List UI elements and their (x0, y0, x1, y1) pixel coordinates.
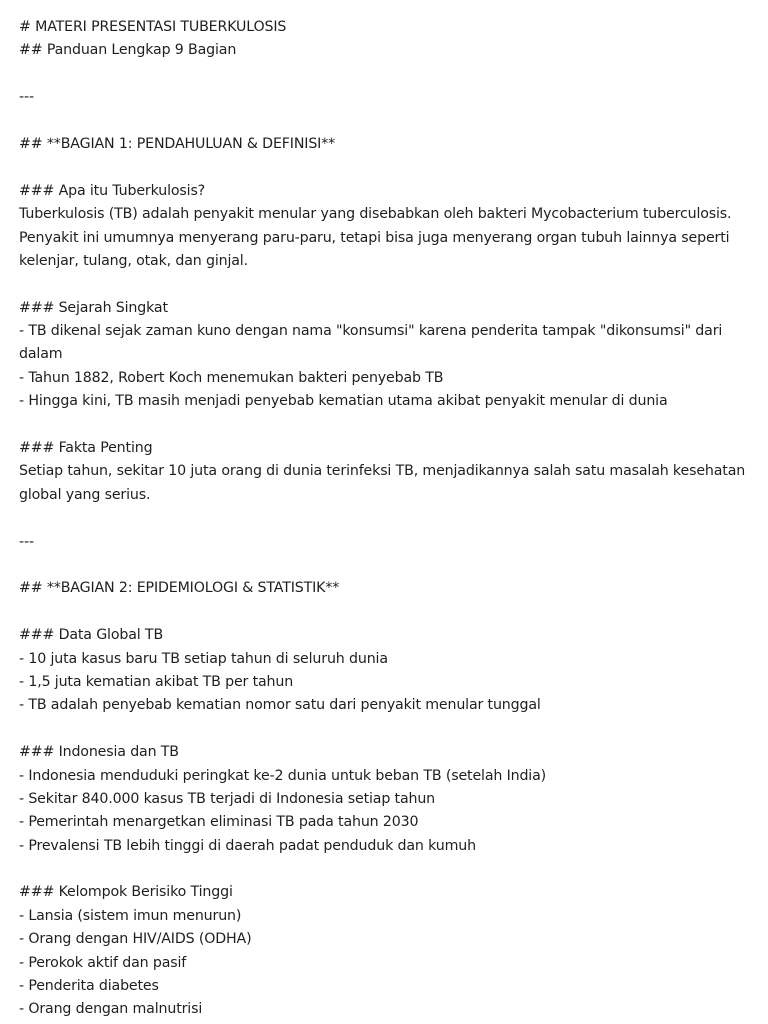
blank-line (19, 110, 749, 133)
subheading-apa-itu: ### Apa itu Tuberkulosis? (19, 182, 206, 199)
separator: --- (19, 89, 34, 106)
list-item: - TB dikenal sejak zaman kuno dengan nama "konsumsi" karena penderita tampak "dikonsumsi" dari (19, 323, 723, 340)
subheading-data-global: ### Data Global TB (19, 627, 164, 644)
list-item: - 10 juta kasus baru TB setiap tahun di seluruh dunia (19, 650, 388, 667)
list-item: - Penderita diabetes (19, 978, 159, 995)
paragraph-line: Setiap tahun, sekitar 10 juta orang di dunia terinfeksi TB, menjadikannya salah satu masalah kesehatan (19, 463, 746, 480)
list-item-continuation: dalam (19, 346, 63, 363)
subheading-kelompok: ### Kelompok Berisiko Tinggi (19, 884, 233, 901)
subheading-sejarah: ### Sejarah Singkat (19, 299, 168, 316)
separator: --- (19, 533, 34, 550)
blank-line (19, 507, 749, 530)
list-item: - TB adalah penyebab kematian nomor satu dari penyakit menular tunggal (19, 697, 541, 714)
doc-subtitle: ## Panduan Lengkap 9 Bagian (19, 42, 237, 59)
list-item: - Sekitar 840.000 kasus TB terjadi di Indonesia setiap tahun (19, 790, 436, 807)
blank-line (19, 273, 749, 296)
section-heading-2: ## **BAGIAN 2: EPIDEMIOLOGI & STATISTIK** (19, 580, 340, 597)
paragraph-line: global yang serius. (19, 486, 151, 503)
list-item: - Orang dengan malnutrisi (19, 1001, 203, 1018)
list-item: - Tahun 1882, Robert Koch menemukan bakteri penyebab TB (19, 369, 444, 386)
blank-line (19, 554, 749, 577)
blank-line (19, 601, 749, 624)
blank-line (19, 414, 749, 437)
doc-title: # MATERI PRESENTASI TUBERKULOSIS (19, 19, 287, 35)
list-item: - Lansia (sistem imun menurun) (19, 907, 242, 924)
paragraph-line: Penyakit ini umumnya menyerang paru-paru, tetapi bisa juga menyerang organ tubuh lainnya seperti (19, 229, 730, 246)
subheading-fakta: ### Fakta Penting (19, 440, 153, 457)
blank-line (19, 156, 749, 179)
list-item: - Perokok aktif dan pasif (19, 954, 187, 971)
list-item: - Orang dengan HIV/AIDS (ODHA) (19, 931, 252, 948)
list-item: - Prevalensi TB lebih tinggi di daerah padat penduduk dan kumuh (19, 837, 476, 854)
blank-line (19, 63, 749, 86)
blank-line (19, 858, 749, 881)
list-item: - Pemerintah menargetkan eliminasi TB pada tahun 2030 (19, 814, 419, 831)
list-item: - Hingga kini, TB masih menjadi penyebab kematian utama akibat penyakit menular di dunia (19, 393, 668, 410)
list-item: - Indonesia menduduki peringkat ke-2 dunia untuk beban TB (setelah India) (19, 767, 547, 784)
blank-line (19, 718, 749, 741)
list-item: - 1,5 juta kematian akibat TB per tahun (19, 673, 294, 690)
paragraph-line: kelenjar, tulang, otak, dan ginjal. (19, 252, 248, 269)
subheading-indonesia: ### Indonesia dan TB (19, 744, 179, 761)
section-heading-1: ## **BAGIAN 1: PENDAHULUAN & DEFINISI** (19, 135, 336, 152)
paragraph-line: Tuberkulosis (TB) adalah penyakit menular yang disebabkan oleh bakteri Mycobacterium tuberculosis. (19, 206, 732, 223)
document-body (19, 16, 749, 1022)
